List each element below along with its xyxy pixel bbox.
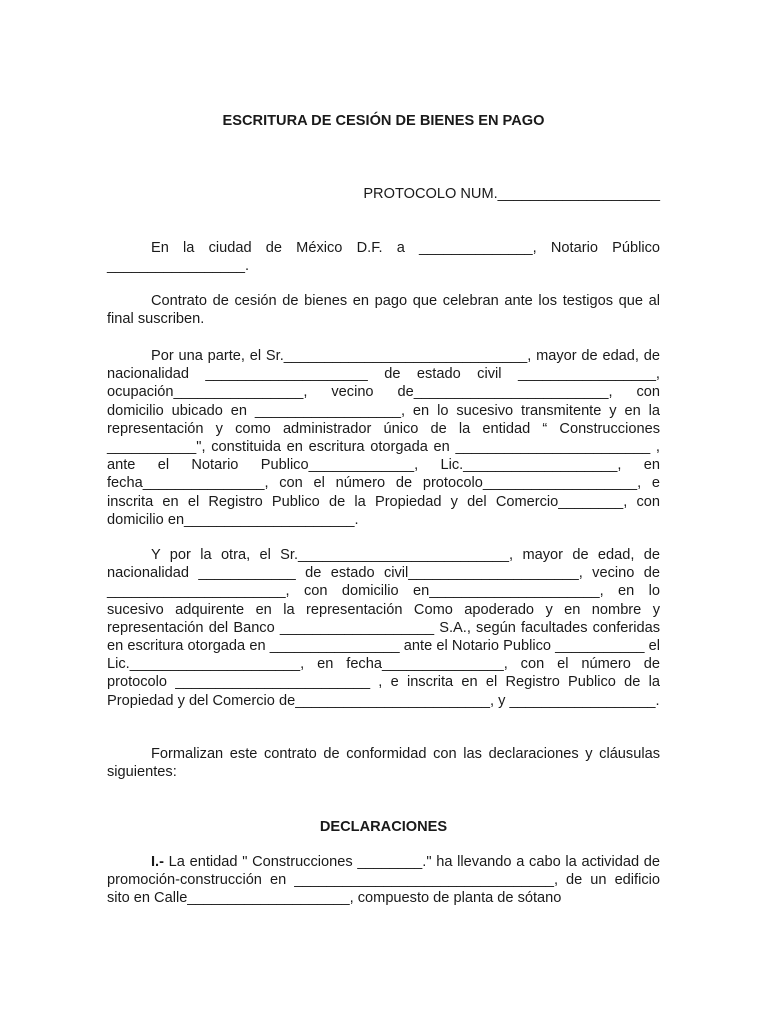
declaraciones-heading: DECLARACIONES: [319, 819, 448, 835]
paragraph-formalize: Formalizan este contrato de conformidad con las declaraciones y cláusulas siguientes:: [107, 746, 660, 781]
paragraph-first-party: Por una parte, el Sr.______________________________, mayor de edad, de nacionalidad ____________________ de estado civil _________________, ocupación________________, vecino de________________________, con domicilio ubicado en __________________, en lo sucesivo transmitente y en la representación y como administrador único de la entidad “ Construcciones ___________", constituida en escritura otorgada en ________________________ , ante el Notario Publico_____________, Lic.___________________, en fecha_______________, con el número de protocolo___________________, e inscrita en el Registro Publico de la Propiedad y del Comercio________, con domicilio en_____________________.: [107, 348, 660, 528]
declaracion-1-text: La entidad " Construcciones ________." ha llevando a cabo la actividad de promoción-construcción en ________________________________, de un edificio sito en Calle____________________, compuesto de planta de sótano: [107, 854, 660, 907]
declaracion-1: [107, 853, 660, 908]
paragraph-city-date: En la ciudad de México D.F. a ______________, Notario Público _________________.: [107, 240, 660, 275]
protocol-number-line: PROTOCOLO NUM.____________________: [363, 186, 660, 202]
declaracion-1-number: I.-: [151, 854, 164, 870]
paragraph-contract-intro: Contrato de cesión de bienes en pago que celebran ante los testigos que al final suscriben.: [107, 293, 660, 328]
document-page: [107, 0, 660, 1024]
paragraph-second-party: Y por la otra, el Sr.__________________________, mayor de edad, de nacionalidad ____________ de estado civil_____________________, vecino de ______________________, con domicilio en_____________________, en lo sucesivo adquirente en la representación Como apoderado y en nombre y representación del Banco ___________________ S.A., según facultades conferidas en escritura otorgada en ________________ ante el Notario Publico ___________ el Lic._____________________, en fecha_______________, con el número de protocolo ________________________ , e inscrita en el Registro Publico de la Propiedad y del Comercio de________________________, y __________________.: [107, 547, 660, 709]
document-title: ESCRITURA DE CESIÓN DE BIENES EN PAGO: [222, 113, 545, 129]
